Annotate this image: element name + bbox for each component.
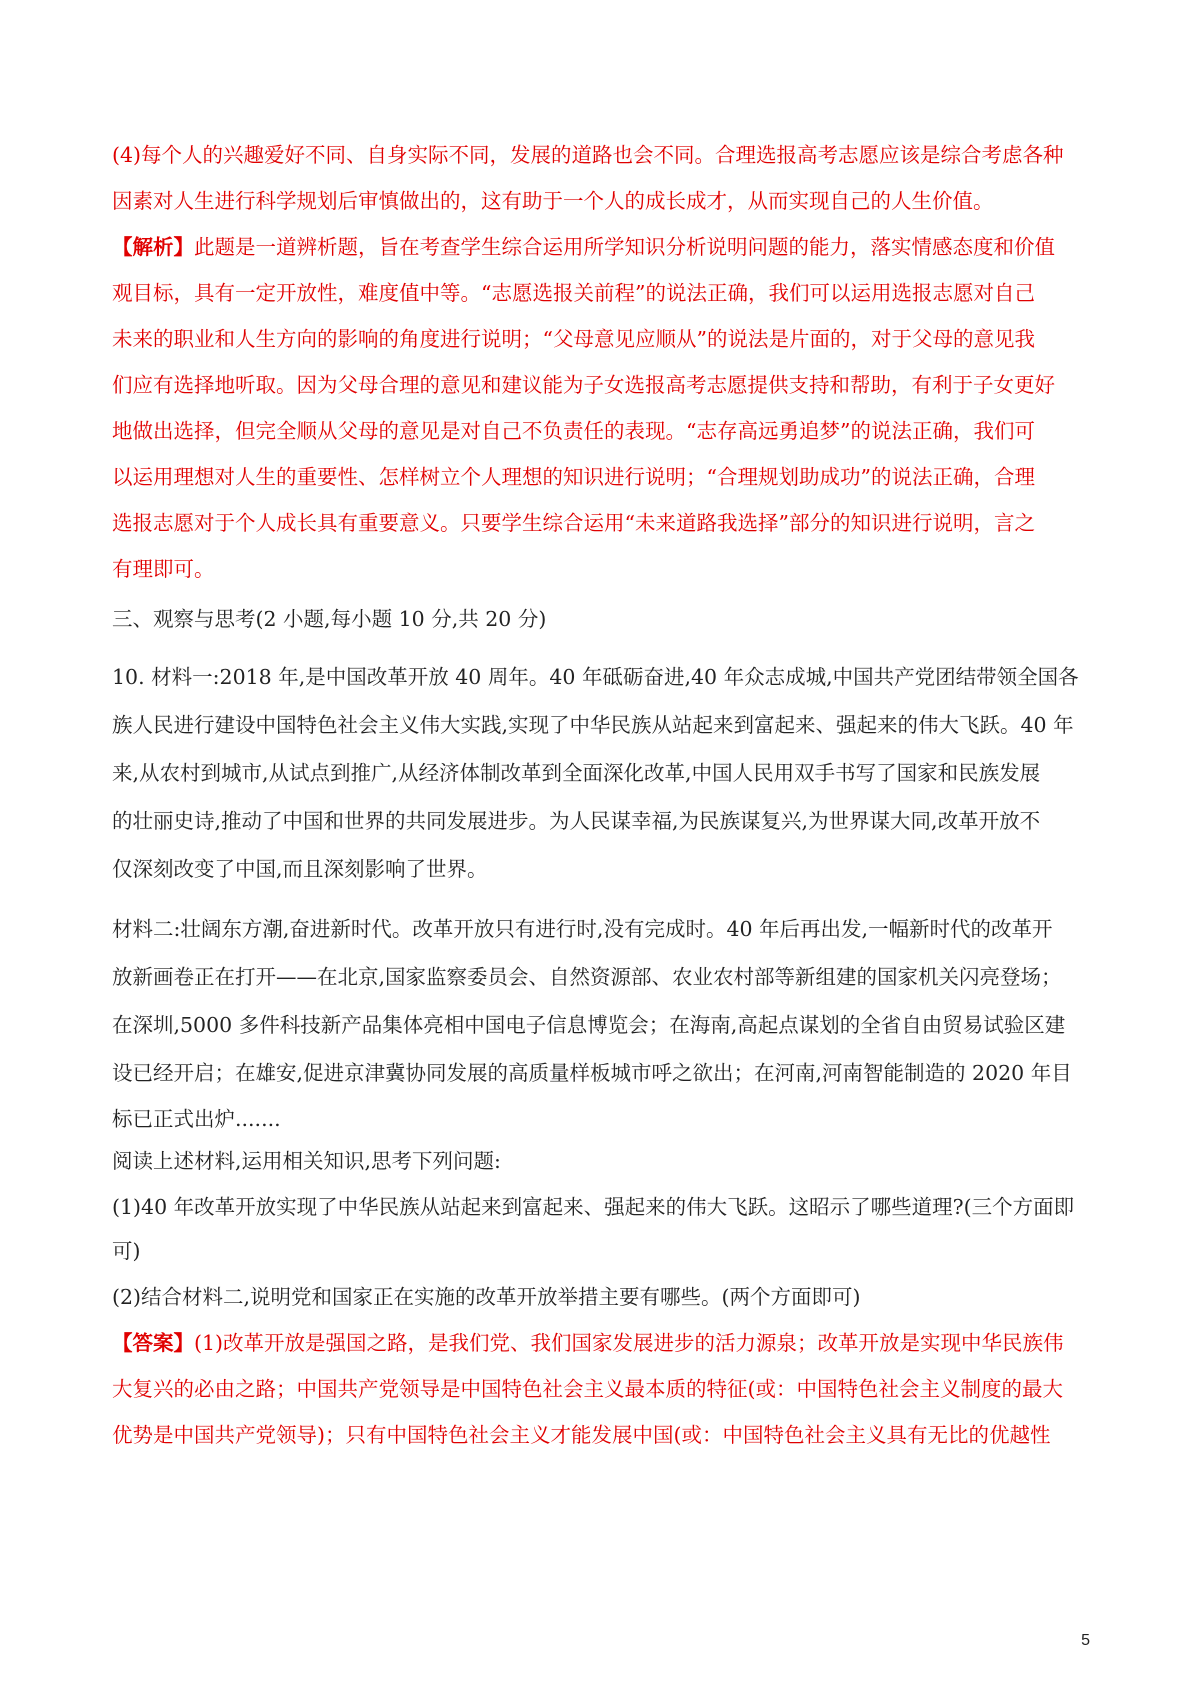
question-2: (2)结合材料二,说明党和国家正在实施的改革开放举措主要有哪些。(两个方面即可) xyxy=(112,1285,861,1309)
answer-line-3: 优势是中国共产党领导)；只有中国特色社会主义才能发展中国(或：中国特色社会主义具有无比的优越性 xyxy=(112,1423,1051,1447)
question-1-line-2: 可) xyxy=(112,1239,141,1263)
analysis-line-7: 选报志愿对于个人成长具有重要意义。只要学生综合运用“未来道路我选择”部分的知识进行说明，言之 xyxy=(112,511,1035,535)
answer-4-line-2: 因素对人生进行科学规划后审慎做出的，这有助于一个人的成长成才，从而实现自己的人生价值。 xyxy=(112,189,994,213)
section-heading: 三、观察与思考(2 小题,每小题 10 分,共 20 分) xyxy=(112,607,547,631)
question-prompt: 阅读上述材料,运用相关知识,思考下列问题: xyxy=(112,1149,501,1173)
material1-line-3: 来,从农村到城市,从试点到推广,从经济体制改革到全面深化改革,中国人民用双手书写了国家和民族发展 xyxy=(112,761,1041,785)
page-number: 5 xyxy=(1081,1632,1090,1649)
material2-line-1: 材料二:壮阔东方潮,奋进新时代。改革开放只有进行时,没有完成时。40 年后再出发,一幅新时代的改革开 xyxy=(112,917,1053,941)
answer-tag: 【答案】 xyxy=(112,1331,194,1355)
material2-line-2: 放新画卷正在打开——在北京,国家监察委员会、自然资源部、农业农村部等新组建的国家机关闪亮登场； xyxy=(112,965,1062,989)
analysis-line-5: 地做出选择，但完全顺从父母的意见是对自己不负责任的表现。“志存高远勇追梦”的说法正确，我们可 xyxy=(112,419,1035,443)
material2-line-5: 标已正式出炉....... xyxy=(112,1107,281,1131)
analysis-line-4: 们应有选择地听取。因为父母合理的意见和建议能为子女选报高考志愿提供支持和帮助，有利于子女更好 xyxy=(112,373,1055,397)
answer-first-text: (1)改革开放是强国之路，是我们党、我们国家发展进步的活力源泉；改革开放是实现中华民族伟 xyxy=(194,1331,1064,1355)
analysis-line-3: 未来的职业和人生方向的影响的角度进行说明；“父母意见应顺从”的说法是片面的，对于父母的意见我 xyxy=(112,327,1035,351)
analysis-line-6: 以运用理想对人生的重要性、怎样树立个人理想的知识进行说明；“合理规划助成功”的说法正确，合理 xyxy=(112,465,1035,489)
material1-line-5: 仅深刻改变了中国,而且深刻影响了世界。 xyxy=(112,857,488,881)
material2-line-3: 在深圳,5000 多件科技新产品集体亮相中国电子信息博览会；在海南,高起点谋划的全省自由贸易试验区建 xyxy=(112,1013,1066,1037)
analysis-line-2: 观目标，具有一定开放性，难度值中等。“志愿选报关前程”的说法正确，我们可以运用选报志愿对自己 xyxy=(112,281,1035,305)
analysis-line-8: 有理即可。 xyxy=(112,557,215,581)
analysis-tag: 【解析】 xyxy=(112,235,194,259)
answer-line-2: 大复兴的必由之路；中国共产党领导是中国特色社会主义最本质的特征(或：中国特色社会主义制度的最大 xyxy=(112,1377,1063,1401)
analysis-first-text: 此题是一道辨析题，旨在考查学生综合运用所学知识分析说明问题的能力，落实情感态度和价值 xyxy=(194,235,1055,259)
material1-line-1: 10. 材料一:2018 年,是中国改革开放 40 周年。40 年砥砺奋进,40 年众志成城,中国共产党团结带领全国各 xyxy=(112,665,1079,689)
answer-4-line-1: (4)每个人的兴趣爱好不同、自身实际不同，发展的道路也会不同。合理选报高考志愿应该是综合考虑各种 xyxy=(112,143,1064,167)
material1-line-4: 的壮丽史诗,推动了中国和世界的共同发展进步。为人民谋幸福,为民族谋复兴,为世界谋大同,改革开放不 xyxy=(112,809,1041,833)
material1-line-2: 族人民进行建设中国特色社会主义伟大实践,实现了中华民族从站起来到富起来、强起来的伟大飞跃。40 年 xyxy=(112,713,1074,737)
answer-line-1 xyxy=(112,1328,1064,1358)
analysis-line-1 xyxy=(112,232,1055,262)
question-1-line-1: (1)40 年改革开放实现了中华民族从站起来到富起来、强起来的伟大飞跃。这昭示了哪些道理?(三个方面即 xyxy=(112,1195,1075,1219)
material2-line-4: 设已经开启；在雄安,促进京津冀协同发展的高质量样板城市呼之欲出；在河南,河南智能制造的 2020 年目 xyxy=(112,1061,1072,1085)
